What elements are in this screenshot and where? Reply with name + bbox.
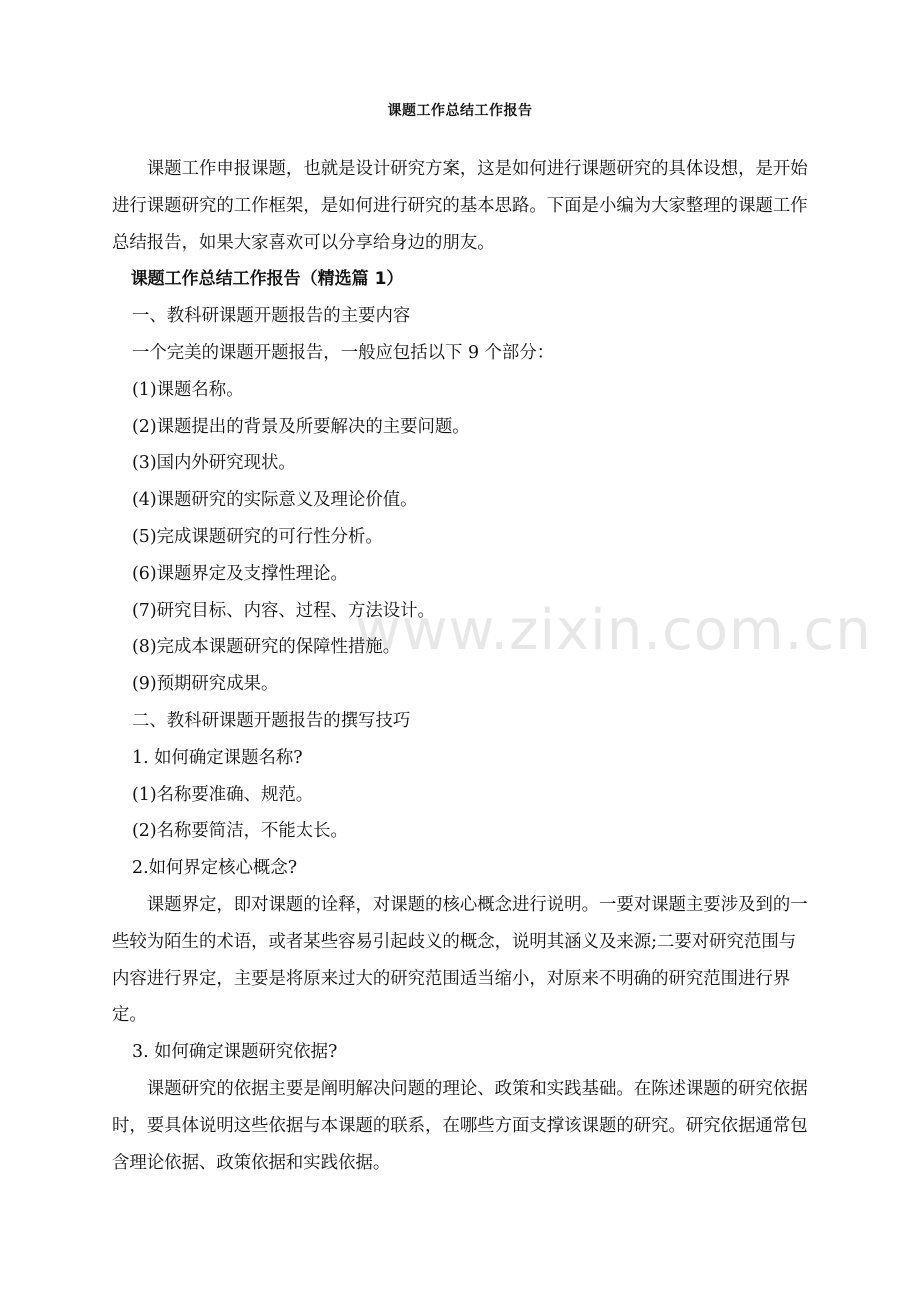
list-item: (4)课题研究的实际意义及理论价值。 [132,490,418,511]
list-item: (8)完成本课题研究的保障性措施。 [132,637,401,658]
question-1: 1. 如何确定课题名称? [132,747,303,768]
list-item: (1)名称要准确、规范。 [132,784,314,805]
list-item: (9)预期研究成果。 [132,674,279,695]
list-item: (1)课题名称。 [132,379,244,400]
list-item: (2)课题提出的背景及所要解决的主要问题。 [132,416,470,437]
list-item: (6)课题界定及支撑性理论。 [132,563,348,584]
document-body [112,151,812,1181]
list-item: (7)研究目标、内容、过程、方法设计。 [132,600,435,621]
question-3-answer: 课题研究的依据主要是阐明解决问题的理论、政策和实践基础。在陈述课题的研究依据时，要具体说明这些依据与本课题的联系，在哪些方面支撑该课题的研究。研究依据通常包含理论依据、政策依据和实践依据。 [112,1078,808,1173]
intro-paragraph: 课题工作申报课题，也就是设计研究方案，这是如何进行课题研究的具体设想，是开始进行课题研究的工作框架，是如何进行研究的基本思路。下面是小编为大家整理的课题工作总结报告，如果大家喜欢可以分享给身边的朋友。 [112,159,808,253]
part1-heading: 一、教科研课题开题报告的主要内容 [132,306,411,327]
question-2-answer: 课题界定，即对课题的诠释，对课题的核心概念进行说明。一要对课题主要涉及到的一些较为陌生的术语，或者某些容易引起歧义的概念，说明其涵义及来源;二要对研究范围与内容进行界定，主要是将原来过大的研究范围适当缩小，对原来不明确的研究范围进行界定。 [112,894,808,1026]
watermark: www.zixin.com.cn [355,598,872,663]
list-item: (2)名称要简洁，不能太长。 [132,821,348,842]
part1-lead: 一个完美的课题开题报告，一般应包括以下 9 个部分： [132,342,555,363]
document-title: 课题工作总结工作报告 [387,103,533,119]
section-heading: 课题工作总结工作报告（精选篇 1） [130,269,404,290]
question-3: 3. 如何确定课题研究依据? [132,1042,338,1063]
part2-heading: 二、教科研课题开题报告的撰写技巧 [132,710,411,731]
question-2: 2.如何界定核心概念? [132,858,298,879]
list-item: (5)完成课题研究的可行性分析。 [132,526,383,547]
list-item: (3)国内外研究现状。 [132,453,296,474]
